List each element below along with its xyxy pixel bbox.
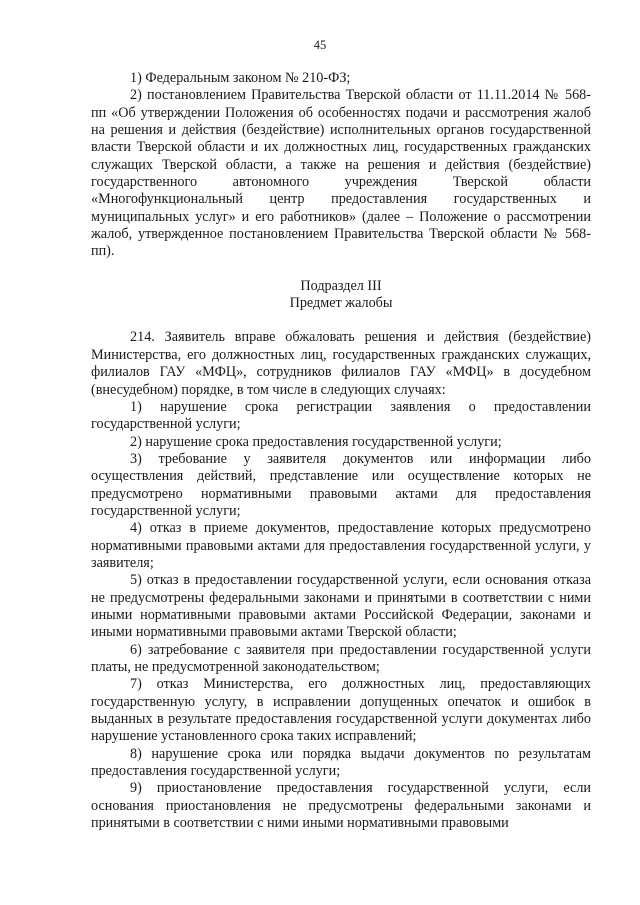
document-body [91,70,591,832]
intro-item: 1) Федеральным законом № 210-ФЗ; [130,70,351,86]
case-item: 8) нарушение срока или порядка выдачи документов по результатам предоставления государственной услуги; [91,745,591,780]
case-item: 2) нарушение срока предоставления государственной услуги; [130,433,502,450]
case-item: 4) отказ в приеме документов, предоставление которых предусмотрено нормативными правовыми актами для предоставления государственной услуги, у заявителя; [91,520,591,571]
subsection-title: Подраздел III [300,277,382,294]
subsection-subtitle: Предмет жалобы [289,295,393,312]
case-item: 6) затребование с заявителя при предоставлении государственной услуги платы, не предусмотренной законодательством; [91,641,591,675]
case-item: 9) приостановление предоставления государственной услуги, если основания приостановления не предусмотрены федеральными законами и принятыми в соответствии с ними иными нормативными правовыми [91,780,591,832]
case-item: 5) отказ в предоставлении государственной услуги, если основания отказа не предусмотрены федеральными законами и принятыми в соответствии с ними иными нормативными правовыми актами Российской Федерации, законами и иными нормативными правовыми актами Тверской области; [91,572,591,641]
case-item: 1) нарушение срока регистрации заявления о предоставлении государственной услуги; [91,398,591,433]
main-paragraph: 214. Заявитель вправе обжаловать решения и действия (бездействие) Министерства, его должностных лиц, государственных гражданских служащих, филиалов ГАУ «МФЦ», сотрудников филиалов ГАУ «МФЦ» в досудебном (внесудебном) порядке, в том числе в следующих случаях: [91,329,591,398]
intro-item: 2) постановлением Правительства Тверской области от 11.11.2014 № 568-пп «Об утверждении Положения об особенностях подачи и рассмотрения жалоб на решения и действия (бездействие) исполнительных органов государственной власти Тверской области и их должностных лиц, государственных гражданских служащих Тверской области, а также на решения и действия (бездействие) государственного автономного учреждения Тверской области «Многофункциональный центр предоставления государственных и муниципальных услуг» и его работников» (далее – Положение о рассмотрении жалоб, утвержденное постановлением Правительства Тверской области № 568-пп). [91,87,591,260]
case-item: 7) отказ Министерства, его должностных лиц, предоставляющих государственную услугу, в исправлении допущенных опечаток и ошибок в выданных в результате предоставления государственной услуги документах либо нарушение установленного срока таких исправлений; [91,676,591,745]
page-number: 45 [313,38,327,52]
case-item: 3) требование у заявителя документов или информации либо осуществления действий, представление или осуществление которых не предусмотрено нормативными правовыми актами для предоставления государственной услуги; [91,450,591,519]
